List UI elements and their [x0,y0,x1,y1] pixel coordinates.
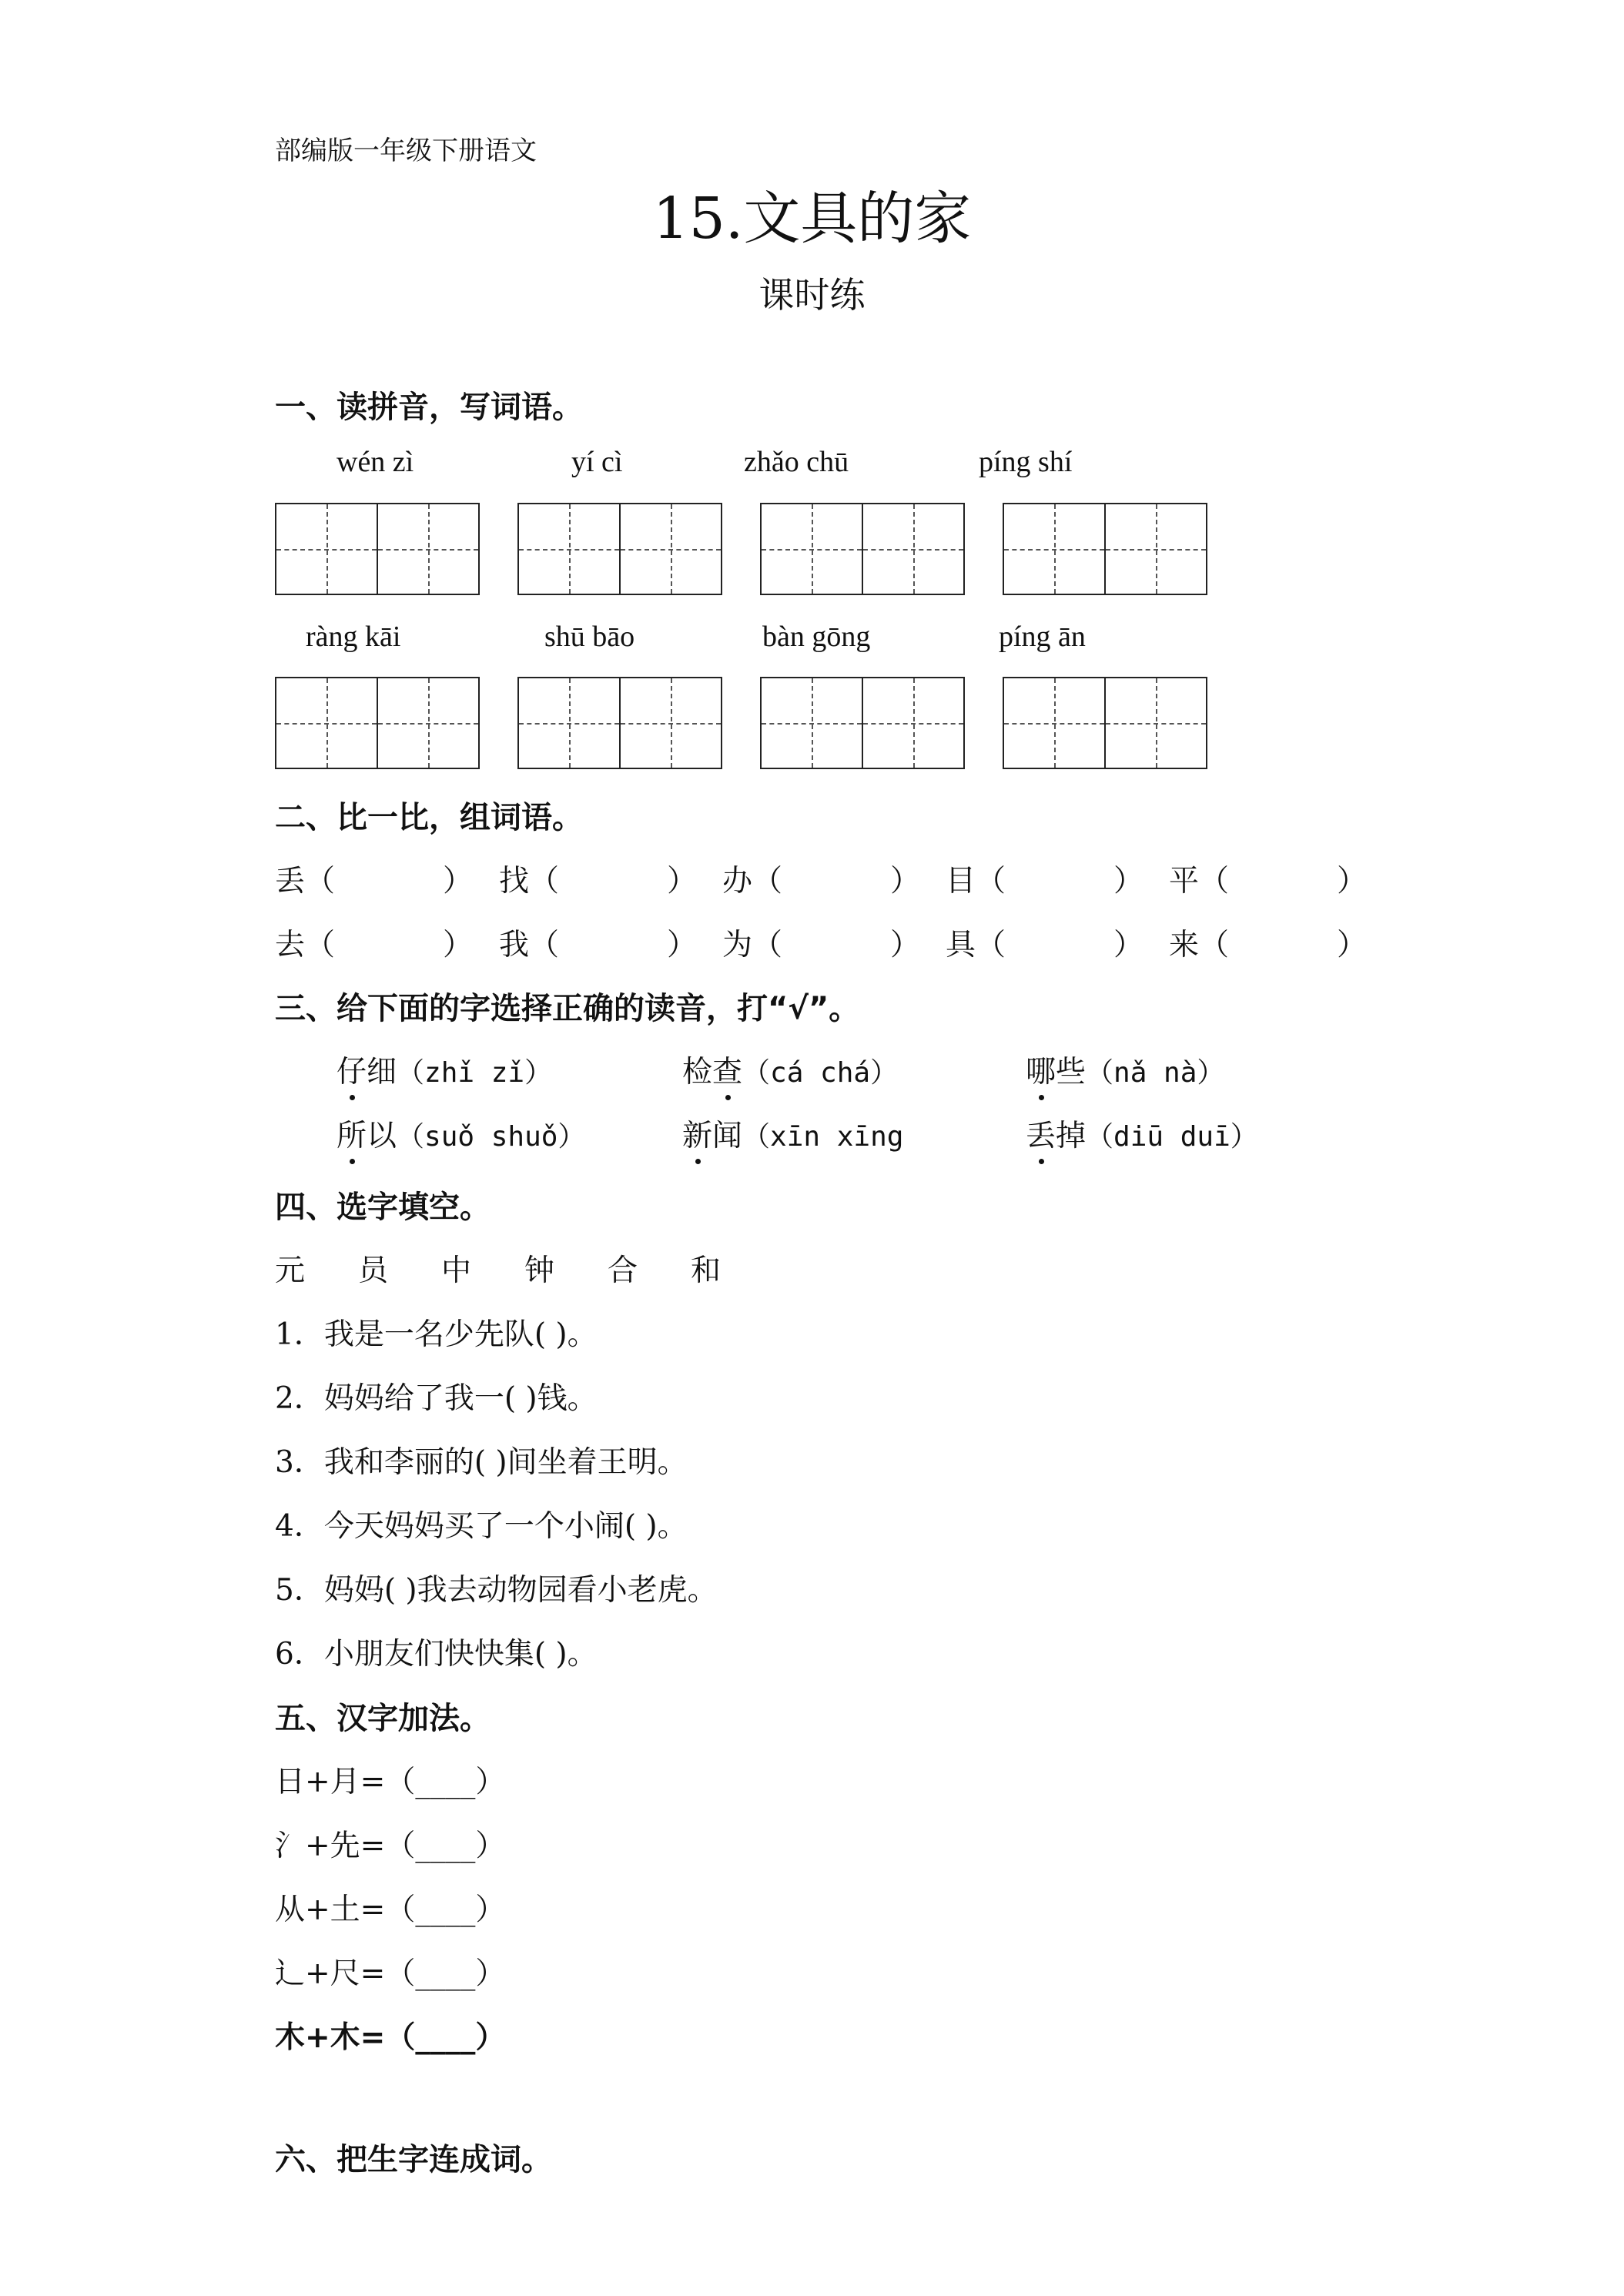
writing-grid[interactable] [1003,677,1207,769]
addition-item: 从+土=（____） [275,1893,506,1927]
section-5-heading: 五、汉字加法。 [275,1701,491,1736]
pinyin-label: ràng kāi [306,621,401,653]
writing-grid[interactable] [760,677,965,769]
writing-grid[interactable] [275,503,480,595]
compare-item: 来（ ） [1169,928,1368,962]
compare-item: 去（ ） [275,928,474,962]
fill-blank-item: 2．妈妈给了我一( )钱。 [275,1381,598,1416]
section-3-heading: 三、给下面的字选择正确的读音，打“√”。 [275,991,860,1026]
word-choices: 元 员 中 钟 合 和 [275,1253,722,1288]
pinyin-label: shū bāo [544,621,635,653]
pronunciation-item: 仔细（zhǐ zǐ） [337,1048,552,1091]
writing-grid[interactable] [275,677,480,769]
section-1-heading: 一、读拼音，写词语。 [275,390,583,425]
addition-item: 木+木=（____） [275,2020,506,2055]
compare-item: 平（ ） [1169,864,1368,899]
compare-item: 找（ ） [499,864,698,899]
compare-item: 目（ ） [946,864,1144,899]
pinyin-label: zhǎo chū [744,446,849,478]
lesson-title: 15.文具的家 [652,186,972,252]
writing-grid[interactable] [517,503,722,595]
writing-grid[interactable] [760,503,965,595]
lesson-subtitle: 课时练 [758,274,866,316]
writing-grid[interactable] [517,677,722,769]
compare-item: 具（ ） [946,928,1144,962]
section-6-heading: 六、把生字连成词。 [275,2142,552,2177]
pinyin-label: bàn gōng [762,621,871,653]
pronunciation-item: 丢掉（diū duī） [1026,1112,1258,1155]
addition-item: 辶+尺=（____） [275,1956,506,1991]
pinyin-label: wén zì [337,446,414,478]
fill-blank-item: 3．我和李丽的( )间坐着王明。 [275,1445,688,1480]
pinyin-label: yí cì [571,446,623,478]
series-label: 部编版一年级下册语文 [275,136,537,166]
pronunciation-item: 新闻（xīn xīng [682,1112,903,1155]
pinyin-label: píng ān [999,621,1086,653]
fill-blank-item: 6．小朋友们快快集( )。 [275,1637,598,1672]
addition-item: 氵+先=（____） [275,1829,506,1863]
fill-blank-item: 1．我是一名少先队( )。 [275,1317,598,1352]
addition-item: 日+月=（____） [275,1765,506,1799]
compare-item: 丢（ ） [275,864,474,899]
pinyin-label: píng shí [979,446,1073,478]
compare-item: 办（ ） [722,864,921,899]
section-2-heading: 二、比一比，组词语。 [275,800,583,835]
pronunciation-item: 所以（suǒ shuǒ） [337,1112,585,1155]
writing-grid[interactable] [1003,503,1207,595]
section-4-heading: 四、选字填空。 [275,1190,491,1225]
pronunciation-item: 哪些（nǎ nà） [1026,1048,1224,1091]
pronunciation-item: 检查（cá chá） [682,1048,898,1091]
fill-blank-item: 4．今天妈妈买了一个小闹( )。 [275,1509,688,1544]
compare-item: 我（ ） [499,928,698,962]
compare-item: 为（ ） [722,928,921,962]
fill-blank-item: 5．妈妈( )我去动物园看小老虎。 [275,1573,718,1608]
